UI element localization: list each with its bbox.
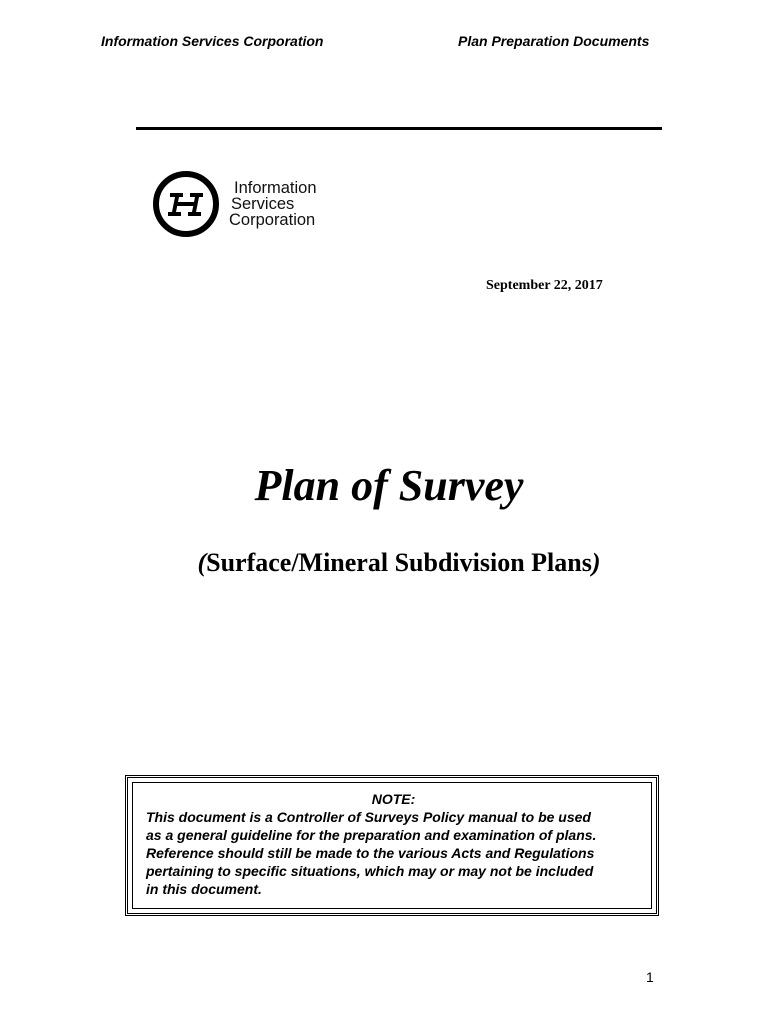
logo-line-3: Corporation [229,211,316,229]
note-box-content [132,782,652,909]
note-line: pertaining to specific situations, which may or may not be included [146,863,594,879]
logo-line-1: Information [234,179,317,197]
company-logo [152,168,362,244]
note-box [125,775,659,916]
header-document-series: Plan Preparation Documents [458,33,650,49]
subtitle-open-paren: ( [197,548,207,577]
header-rule [136,127,662,130]
note-line: as a general guideline for the preparation and examination of plans. [146,827,597,843]
logo-wordmark [229,180,317,228]
header-organization: Information Services Corporation [101,33,324,49]
page-number: 1 [646,969,654,985]
subtitle-text: Surface/Mineral Subdivision Plans [206,548,592,577]
isc-circle-logo-icon [152,168,222,244]
note-line: This document is a Controller of Surveys Policy manual to be used [146,809,591,825]
note-line: in this document. [146,881,262,897]
note-heading: NOTE: [371,791,416,807]
note-line: Reference should still be made to the various Acts and Regulations [146,845,595,861]
document-date: September 22, 2017 [486,278,603,293]
logo-line-2: Services [231,195,295,213]
document-subtitle [0,546,768,580]
subtitle-close-paren: ) [591,548,601,577]
document-title-text: Plan of Survey [254,461,524,510]
document-title [0,460,768,512]
